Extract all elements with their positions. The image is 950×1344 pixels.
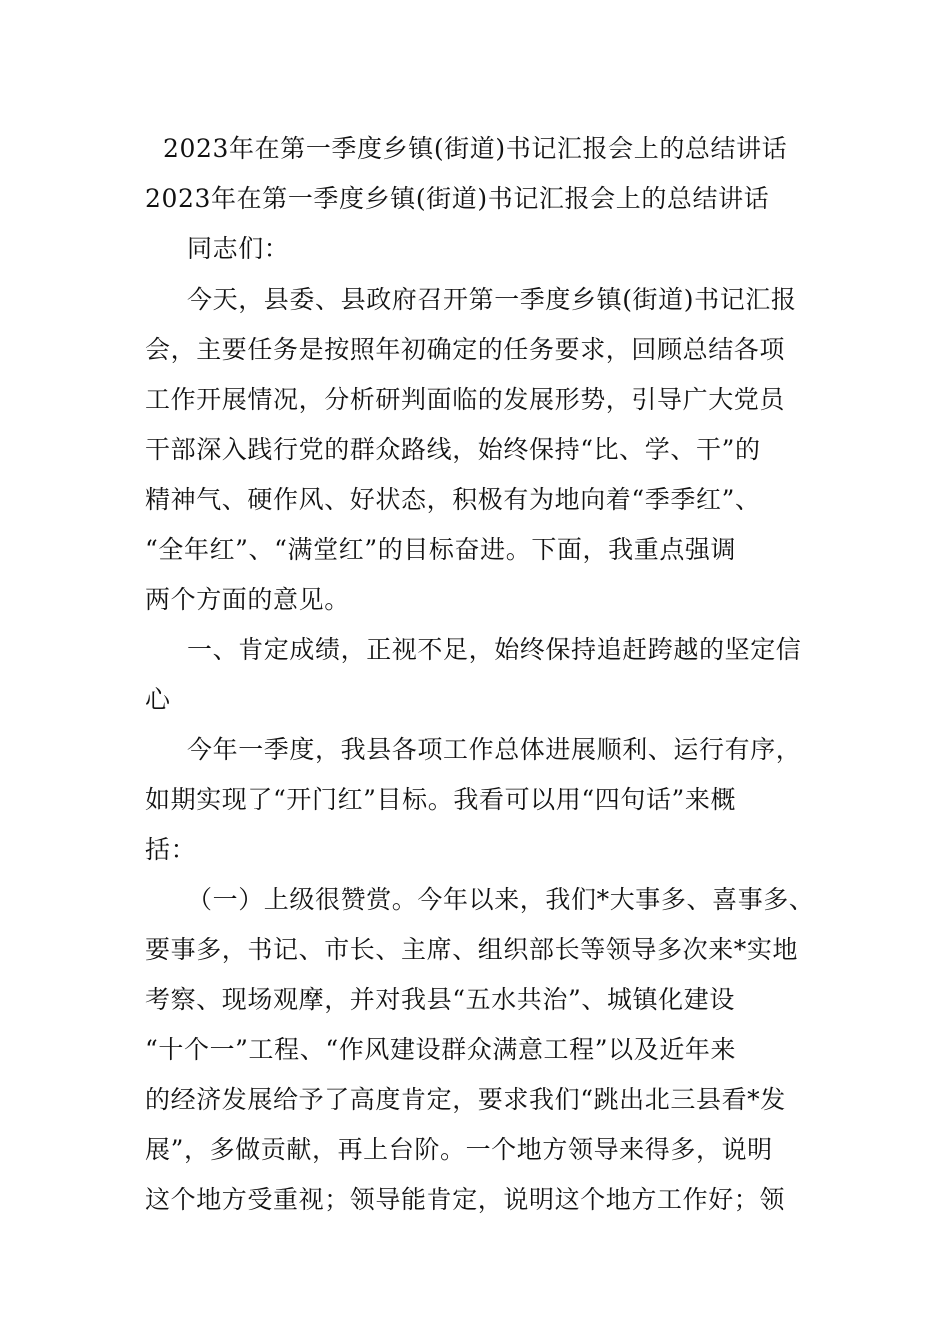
paragraph-line: “十个一”工程、“作风建设群众满意工程”以及近年来 bbox=[145, 1035, 737, 1064]
paragraph-line: 精神气、硬作风、好状态，积极有为地向着“季季红”、 bbox=[145, 485, 761, 514]
paragraph-line: 如期实现了“开门红”目标。我看可以用“四句话”来概 bbox=[145, 785, 737, 814]
paragraph-line: 两个方面的意见。 bbox=[145, 585, 350, 614]
document-title: 2023年在第一季度乡镇(街道)书记汇报会上的总结讲话 bbox=[163, 134, 788, 163]
subsection-line: （一）上级很赞赏。今年以来，我们*大事多、喜事多、 bbox=[187, 885, 815, 914]
paragraph-line: 会，主要任务是按照年初确定的任务要求，回顾总结各项 bbox=[145, 335, 786, 364]
paragraph-line: 今年一季度，我县各项工作总体进展顺利、运行有序， bbox=[187, 735, 802, 764]
paragraph-line: 工作开展情况，分析研判面临的发展形势，引导广大党员 bbox=[145, 385, 786, 414]
paragraph-line: 展”，多做贡献，再上台阶。一个地方领导来得多，说明 bbox=[145, 1135, 773, 1164]
paragraph-line: 考察、现场观摩，并对我县“五水共治”、城镇化建设 bbox=[145, 985, 735, 1014]
section-heading: 一、肯定成绩，正视不足，始终保持追赶跨越的坚定信 bbox=[187, 635, 802, 664]
section-heading: 心 bbox=[145, 685, 171, 714]
paragraph-line: 干部深入践行党的群众路线，始终保持“比、学、干”的 bbox=[145, 435, 761, 464]
paragraph-line: 括： bbox=[145, 835, 197, 864]
paragraph-line: “全年红”、“满堂红”的目标奋进。下面，我重点强调 bbox=[145, 535, 737, 564]
paragraph-line: 的经济发展给予了高度肯定，要求我们“跳出北三县看*发 bbox=[145, 1085, 786, 1114]
salutation: 同志们： bbox=[187, 234, 290, 263]
document-subtitle: 2023年在第一季度乡镇(街道)书记汇报会上的总结讲话 bbox=[145, 184, 770, 213]
paragraph-line: 这个地方受重视；领导能肯定，说明这个地方工作好；领 bbox=[145, 1185, 786, 1214]
paragraph-line: 要事多，书记、市长、主席、组织部长等领导多次来*实地 bbox=[145, 935, 799, 964]
paragraph-line: 今天，县委、县政府召开第一季度乡镇(街道)书记汇报 bbox=[187, 285, 797, 314]
